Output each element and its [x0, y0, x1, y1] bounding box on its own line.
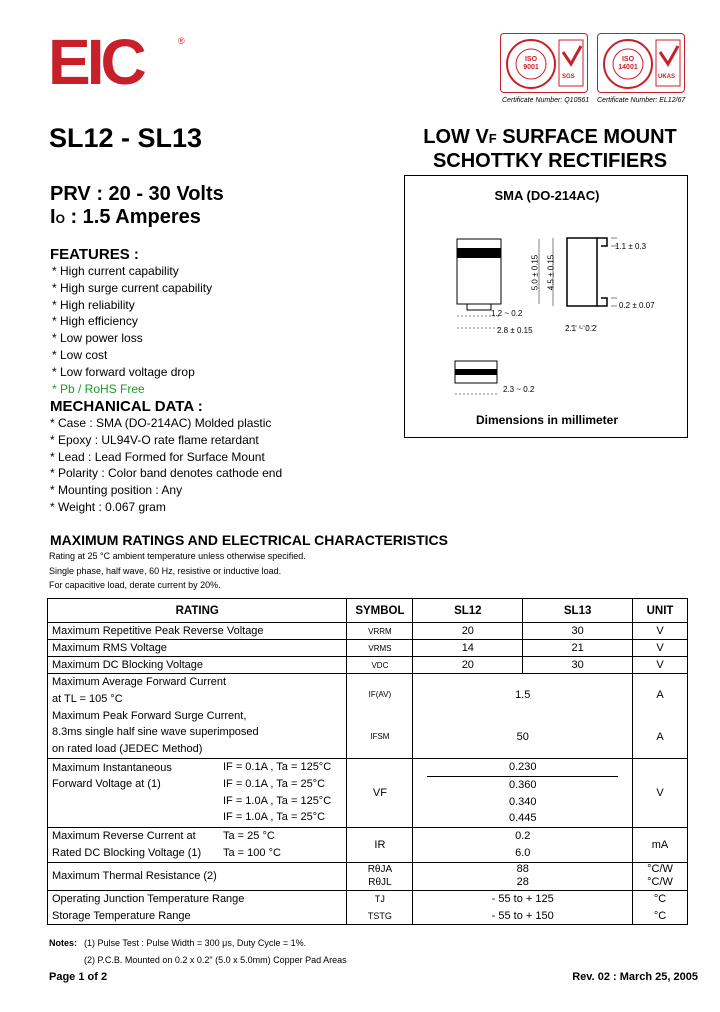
io-prefix: I: [50, 206, 56, 228]
temp-labels: [48, 890, 347, 925]
vdc-unit: V: [633, 657, 688, 674]
mechanical-item: * Mounting position : Any: [50, 483, 183, 498]
ir-value-2: 6.0: [515, 846, 531, 859]
temp-symbols: [347, 890, 413, 925]
vdc-symbol: VDC: [347, 657, 413, 674]
ifsm-symbol: IFSM: [370, 732, 390, 741]
header-sl13: SL13: [523, 599, 633, 623]
iso14001-label: ISO 14001: [618, 56, 638, 71]
tstg-value: - 55 to + 150: [491, 909, 554, 922]
rth-unit-1: °C/W: [647, 863, 673, 876]
features-list: [52, 263, 212, 397]
vrms-label: Maximum RMS Voltage: [48, 640, 347, 657]
tj-label: Operating Junction Temperature Range: [52, 892, 245, 905]
mechanical-item: * Case : SMA (DO-214AC) Molded plastic: [50, 416, 272, 430]
ifav-label-1: Maximum Average Forward Current: [52, 676, 227, 688]
mechanical-item: * Lead : Lead Formed for Surface Mount: [50, 449, 265, 464]
vrrm-sl12: 20: [413, 623, 523, 640]
vrms-unit: V: [633, 640, 688, 657]
temp-units: [633, 890, 688, 925]
feature-item: * High reliability: [52, 297, 135, 312]
vdc-sl13: 30: [523, 657, 633, 674]
vrrm-symbol: VRRM: [347, 623, 413, 640]
vf-value-3: 0.340: [508, 795, 537, 808]
vf-label-2: Forward Voltage at (1): [52, 778, 161, 791]
rth-symbols: [347, 862, 413, 890]
ir-cond-1: Ta = 25 °C: [223, 830, 275, 843]
package-title: SMA (DO-214AC): [494, 188, 600, 203]
iso9001-label: ISO 9001: [523, 56, 539, 71]
dim-5: 1.2 ~ 0.2: [491, 309, 523, 318]
subtitle-b: SURFACE MOUNT: [496, 126, 677, 148]
ifav-unit: A: [656, 689, 664, 701]
table-row: [48, 862, 688, 890]
iso9001-seal-icon: [501, 34, 589, 94]
vf-conditions: [223, 759, 331, 826]
tj-symbol: TJ: [374, 893, 385, 904]
cert1-number: Certificate Number: Q10561: [502, 97, 590, 104]
vf-value-1: 0.230: [427, 759, 618, 777]
dim-2: 5.0 ± 0.15: [530, 254, 540, 291]
feature-item: * High current capability: [52, 264, 179, 278]
header-rating: RATING: [48, 599, 347, 623]
ir-value-1: 0.2: [515, 830, 531, 843]
vf-cond-3: IF = 1.0A , Ta = 125°C: [223, 794, 332, 807]
forward-current-values: [413, 674, 633, 759]
vf-symbol: VF: [347, 759, 413, 828]
ir-symbol: IR: [347, 828, 413, 863]
ifsm-label-3: on rated load (JEDEC Method): [52, 743, 203, 756]
dim-3: 4.5 ± 0.15: [546, 254, 556, 291]
package-caption: Dimensions in millimeter: [475, 413, 619, 427]
feature-item: * Low forward voltage drop: [52, 364, 195, 379]
rth-units: [633, 862, 688, 890]
ratings-note-3: For capacitive load, derate current by 20%.: [49, 580, 221, 590]
feature-item: * Low power loss: [52, 331, 143, 346]
ifav-value: 1.5: [515, 689, 531, 701]
ifsm-label-2: 8.3ms single half sine wave superimposed: [52, 726, 259, 739]
rth-label: Maximum Thermal Resistance (2): [48, 862, 347, 890]
page-number: Page 1 of 2: [49, 971, 108, 983]
subtitle-a: LOW V: [423, 126, 489, 148]
vf-cond-4: IF = 1.0A , Ta = 25°C: [223, 811, 326, 824]
temp-values: [413, 890, 633, 925]
vf-labels: [48, 759, 347, 828]
io-sub: O: [55, 212, 65, 226]
prv-rating: PRV : 20 - 30 Volts: [50, 183, 224, 205]
rth-value-2: 28: [516, 876, 529, 889]
mechanical-item: * Epoxy : UL94V-O rate flame retardant: [50, 432, 259, 447]
feature-pb-free: * Pb / RoHS Free: [52, 381, 145, 396]
note-2: (2) P.C.B. Mounted on 0.2 x 0.2" (5.0 x 5.0mm) Copper Pad Areas: [84, 955, 347, 965]
vf-values: [413, 759, 633, 828]
ifsm-unit: A: [656, 731, 664, 743]
tj-unit: °C: [653, 892, 667, 905]
subtitle-line2: SCHOTTKY RECTIFIERS: [432, 150, 668, 172]
tstg-label: Storage Temperature Range: [52, 909, 191, 922]
iso9001-badge: [500, 33, 588, 93]
io-rating: [50, 206, 201, 229]
table-row: [48, 623, 688, 640]
features-heading: FEATURES :: [50, 246, 139, 263]
dim-7: 2.1 ~ 0.2: [565, 324, 597, 333]
cert2-number: Certificate Number: EL12/67: [597, 97, 686, 104]
table-row: [48, 674, 688, 759]
table-row: [48, 890, 688, 925]
ifav-symbol: IF(AV): [368, 690, 392, 699]
forward-current-labels: [48, 674, 347, 759]
mechanical-heading: MECHANICAL DATA :: [50, 398, 203, 415]
package-diagram: [404, 175, 688, 438]
vf-cond-2: IF = 0.1A , Ta = 25°C: [223, 777, 326, 790]
subtitle-sub: F: [488, 131, 497, 146]
mechanical-item: * Weight : 0.067 gram: [50, 499, 166, 514]
rth-sym-2: RθJL: [368, 877, 392, 889]
ir-conditions: [223, 828, 281, 862]
vrrm-sl13: 30: [523, 623, 633, 640]
rth-values: [413, 862, 633, 890]
ifav-label-2: at TL = 105 °C: [52, 692, 123, 705]
forward-current-symbols: [347, 674, 413, 759]
vf-unit: V: [633, 759, 688, 828]
feature-item: * High efficiency: [52, 314, 138, 329]
tstg-unit: °C: [653, 909, 667, 922]
ir-unit: mA: [633, 828, 688, 863]
vrrm-unit: V: [633, 623, 688, 640]
feature-item: * High surge current capability: [52, 280, 213, 295]
rth-unit-2: °C/W: [647, 876, 673, 889]
tj-value: - 55 to + 125: [491, 892, 554, 905]
io-rest: : 1.5 Amperes: [64, 206, 201, 228]
vrms-sl12: 14: [413, 640, 523, 657]
tstg-symbol: TSTG: [367, 910, 392, 921]
dim-6: 2.8 ± 0.15: [497, 326, 533, 335]
table-row: [48, 640, 688, 657]
ir-label-1: Maximum Reverse Current at: [52, 830, 196, 843]
iso14001-seal-icon: [598, 34, 686, 94]
header-unit: UNIT: [633, 599, 688, 623]
forward-current-units: [633, 674, 688, 759]
iso9001-cert-body: SGS: [562, 74, 575, 80]
company-logo: EIC: [48, 26, 143, 98]
dim-8: 2.3 ~ 0.2: [503, 385, 535, 394]
ratings-heading: MAXIMUM RATINGS AND ELECTRICAL CHARACTERISTICS: [50, 532, 448, 548]
ratings-table: [47, 598, 688, 925]
vrms-symbol: VRMS: [347, 640, 413, 657]
notes-label: Notes:: [49, 938, 78, 948]
table-row: [48, 657, 688, 674]
vf-label-1: Maximum Instantaneous: [52, 761, 172, 774]
ifsm-value: 50: [516, 731, 529, 743]
dim-4: 0.2 ± 0.07: [619, 301, 655, 310]
part-title: SL12 - SL13: [49, 123, 203, 153]
iso14001-ukas: UKAS: [658, 74, 676, 80]
header-symbol: SYMBOL: [347, 599, 413, 623]
ifsm-label-1: Maximum Peak Forward Surge Current,: [52, 709, 247, 722]
mechanical-list: [50, 415, 282, 516]
ratings-note-1: Rating at 25 °C ambient temperature unless otherwise specified.: [49, 551, 306, 561]
vrrm-label: Maximum Repetitive Peak Reverse Voltage: [48, 623, 347, 640]
note-1: (1) Pulse Test : Pulse Width = 300 μs, Duty Cycle = 1%.: [84, 938, 307, 948]
rth-value-1: 88: [516, 863, 529, 876]
vf-value-2: 0.360: [508, 778, 537, 791]
vrms-sl13: 21: [523, 640, 633, 657]
ir-labels: [48, 828, 347, 863]
vdc-sl12: 20: [413, 657, 523, 674]
rth-sym-1: RθJA: [367, 864, 393, 876]
dim-1: 1.1 ± 0.3: [615, 242, 647, 251]
registered-mark: ®: [178, 36, 185, 46]
part-subtitle: [400, 126, 700, 173]
ir-label-2: Rated DC Blocking Voltage (1): [52, 846, 202, 859]
ir-values: [413, 828, 633, 863]
mechanical-item: * Polarity : Color band denotes cathode end: [50, 466, 283, 481]
vdc-label: Maximum DC Blocking Voltage: [48, 657, 347, 674]
table-row: [48, 828, 688, 863]
iso14001-badge: [597, 33, 685, 93]
ratings-note-2: Single phase, half wave, 60 Hz, resistive or inductive load.: [49, 566, 282, 576]
header-sl12: SL12: [413, 599, 523, 623]
feature-item: * Low cost: [52, 347, 108, 362]
revision-date: Rev. 02 : March 25, 2005: [572, 971, 698, 983]
vf-cond-1: IF = 0.1A , Ta = 125°C: [223, 761, 332, 773]
ir-cond-2: Ta = 100 °C: [223, 846, 281, 859]
vf-value-4: 0.445: [508, 812, 537, 825]
table-row: [48, 759, 688, 828]
